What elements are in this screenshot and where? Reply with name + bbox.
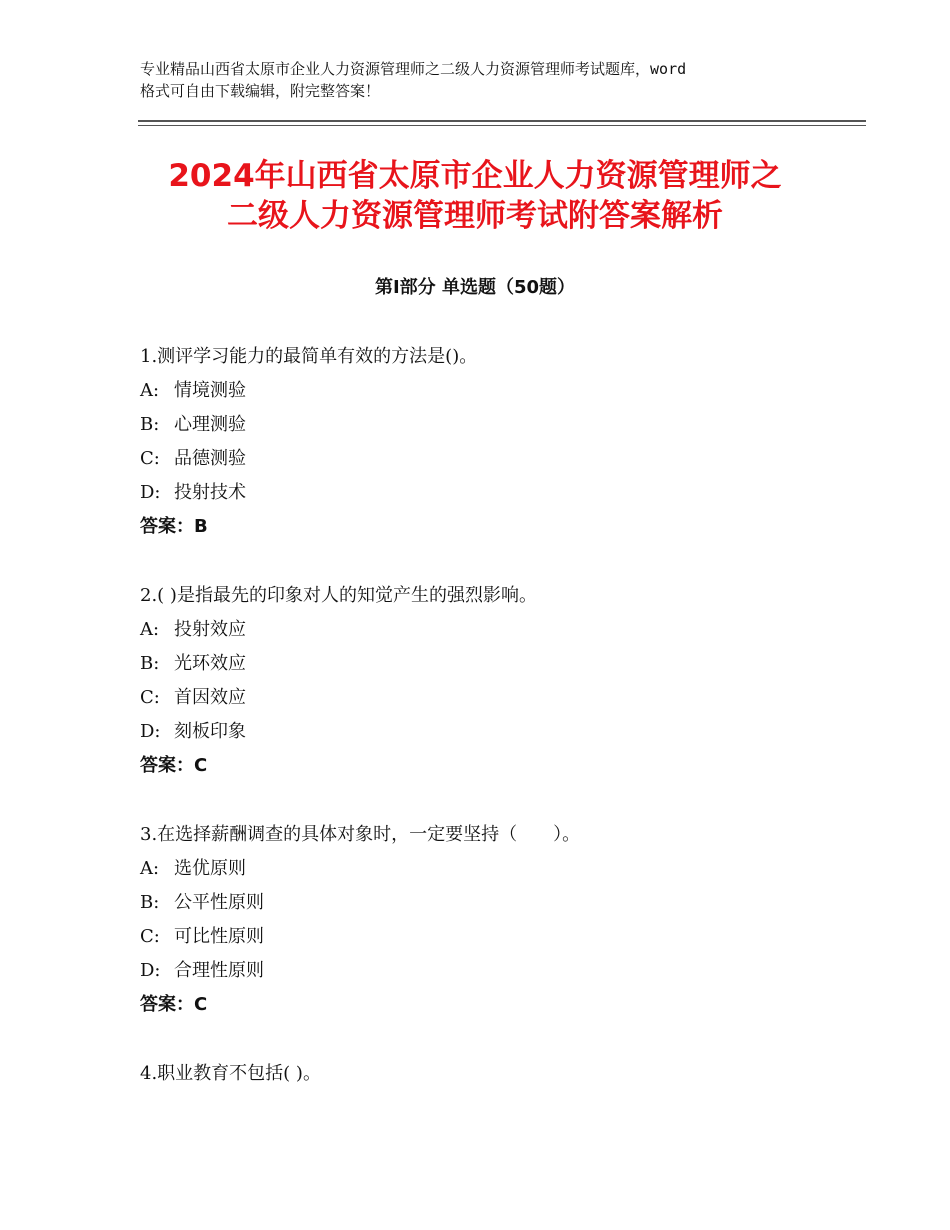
option-d [140,476,840,510]
option-letter: D: [140,960,161,981]
header-rule-thin [138,125,866,126]
document-title [100,156,850,236]
option-letter: A: [140,619,160,640]
option-b [140,886,840,920]
option-text: 首因效应 [174,687,246,708]
option-letter: C: [140,926,160,947]
question-stem: 3.在选择薪酬调查的具体对象时，一定要坚持（ ）。 [140,824,581,845]
document-title-line-2: 二级人力资源管理师考试附答案解析 [227,198,723,234]
option-text: 投射技术 [174,482,246,503]
option-text: 情境测验 [174,380,246,401]
option-text: 公平性原则 [174,892,264,913]
header-rule-thick [138,120,866,122]
option-letter: B: [140,653,160,674]
option-letter: B: [140,414,160,435]
option-b [140,408,840,442]
option-letter: A: [140,858,160,879]
option-c [140,442,840,476]
option-text: 投射效应 [174,619,246,640]
option-text: 合理性原则 [174,960,264,981]
option-text: 可比性原则 [174,926,264,947]
question-stem: 2.( )是指最先的印象对人的知觉产生的强烈影响。 [140,585,537,606]
option-a [140,613,840,647]
option-letter: C: [140,448,160,469]
answer-line: 答案：B [140,516,208,537]
document-title-line-1: 2024年山西省太原市企业人力资源管理师之 [168,158,782,194]
option-letter: A: [140,380,160,401]
option-c [140,920,840,954]
answer-line: 答案：C [140,755,208,776]
answer-line: 答案：C [140,994,208,1015]
option-text: 刻板印象 [174,721,246,742]
option-d [140,715,840,749]
option-text: 心理测验 [174,414,246,435]
option-letter: C: [140,687,160,708]
option-text: 品德测验 [174,448,246,469]
question-4 [140,1057,840,1091]
question-stem: 1.测评学习能力的最简单有效的方法是()。 [140,346,478,367]
option-letter: B: [140,892,160,913]
option-b [140,647,840,681]
option-c [140,681,840,715]
option-d [140,954,840,988]
question-stem: 4.职业教育不包括( )。 [140,1063,321,1084]
option-text: 光环效应 [174,653,246,674]
question-2 [140,579,840,783]
option-letter: D: [140,721,161,742]
question-3 [140,818,840,1022]
option-letter: D: [140,482,161,503]
option-a [140,852,840,886]
question-1 [140,340,840,544]
option-text: 选优原则 [174,858,246,879]
section-title: 第Ⅰ部分 单选题（50题） [374,277,575,298]
option-a [140,374,840,408]
header-note: 专业精品山西省太原市企业人力资源管理师之二级人力资源管理师考试题库，word 格式可自由下载编辑，附完整答案！ [140,60,687,100]
